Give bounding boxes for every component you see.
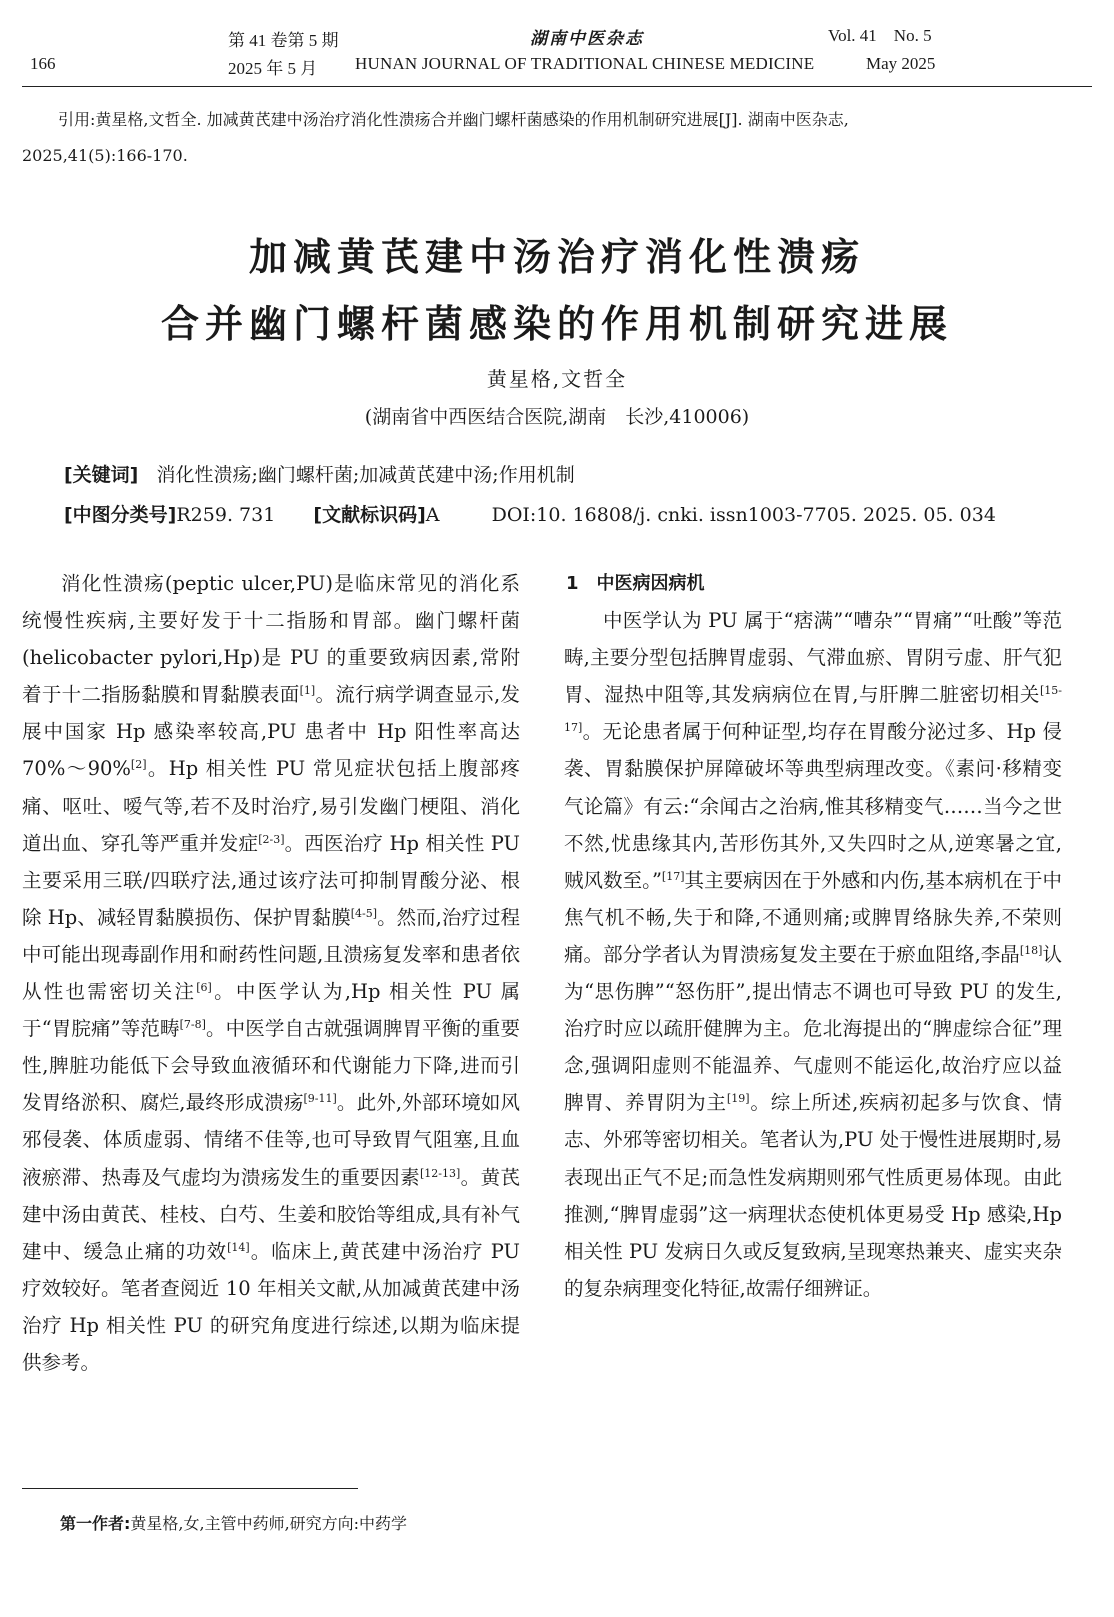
citation-ref[interactable]: [14] [227, 1240, 250, 1254]
citation-ref[interactable]: [17] [661, 869, 685, 883]
citation-ref[interactable]: [7-8] [179, 1018, 206, 1032]
text-run: 。无论患者属于何种证型,均存在胃酸分泌过多、Hp 侵袭、胃黏膜保护屏障破坏等典型病理改变。《素问·移精变气论篇》有云:“余闻古之治病,惟其移精变气……当今之世不然,忧患缘其内,苦形伤其外,又失四时之从,逆寒暑之宜,贼风数至。” [564, 720, 1062, 892]
footnote [60, 1511, 407, 1534]
section-1-paragraph [564, 602, 1062, 1307]
header-rule [22, 86, 1092, 87]
citation-ref[interactable]: [4-5] [350, 906, 378, 920]
right-column [564, 565, 1062, 1307]
text-run: 认为“思伤脾”“怒伤肝”,提出情志不调也可导致 PU 的发生,治疗时应以疏肝健脾为主。危北海提出的“脾虚综合征”理念,强调阳虚则不能温养、气虚则不能运化,故治疗应以益脾胃、养胃阴为主 [564, 942, 1062, 1115]
text-run: 。流行病学调查显示,发展中国家 Hp 感染率较高,PU 患者中 Hp 阳性率高达 70%～90% [22, 683, 520, 781]
keywords-row [64, 460, 575, 487]
volume-issue-cn: 第 41 卷第 5 期 [228, 31, 339, 50]
citation-ref[interactable]: [18] [1019, 943, 1043, 957]
date-cn: 2025 年 5 月 [228, 59, 318, 78]
citation-ref[interactable]: [12-13] [419, 1166, 461, 1180]
affiliation: (湖南省中西医结合医院,湖南 长沙,410006) [364, 406, 750, 428]
citation-ref[interactable]: [15-17] [564, 684, 1062, 735]
doc-code: A [425, 504, 440, 526]
classification-row [64, 500, 996, 527]
authors: 黄星格,文哲全 [486, 367, 628, 391]
citation-line-1: 引用:黄星格,文哲全. 加减黄芪建中汤治疗消化性溃疡合并幽门螺杆菌感染的作用机制研究进展[J]. 湖南中医杂志, [58, 110, 849, 129]
text-run: 其主要病因在于外感和内伤,基本病机在于中焦气机不畅,失于和降,不通则痛;或脾胃络脉失养,不荣则痛。部分学者认为胃溃疡复发主要在于瘀血阻络,李晶 [564, 868, 1062, 966]
citation-ref[interactable]: [19] [726, 1092, 750, 1106]
footnote-rule [22, 1488, 358, 1489]
journal-name-en: HUNAN JOURNAL OF TRADITIONAL CHINESE MEDICINE [355, 54, 815, 73]
text-run: 。然而,治疗过程中可能出现毒副作用和耐药性问题,且溃疡复发率和患者依从性也需密切关注 [22, 905, 521, 1004]
text-run: 中医学认为 PU 属于“痞满”“嘈杂”“胃痛”“吐酸”等范畴,主要分型包括脾胃虚弱、气滞血瘀、胃阴亏虚、肝气犯胃、湿热中阻等,其发病病位在胃,与肝脾二脏密切相关 [564, 609, 1062, 707]
volume-issue-en: Vol. 41 No. 5 [828, 26, 932, 45]
left-column [22, 565, 520, 1381]
text-run: 。中医学认为,Hp 相关性 PU 属于“胃脘痛”等范畴 [22, 980, 520, 1041]
text-run: 。黄芪建中汤由黄芪、桂枝、白芍、生姜和胶饴等组成,具有补气建中、缓急止痛的功效 [22, 1165, 520, 1263]
date-en: May 2025 [866, 54, 936, 73]
citation-ref[interactable]: [2-3] [258, 832, 285, 846]
doc-code-label: [文献标识码] [313, 504, 426, 526]
text-run: 。综上所述,疾病初起多与饮食、情志、外邪等密切相关。笔者认为,PU 处于慢性进展期时,易表现出正气不足;而急性发病期则邪气性质更易体现。由此推测,“脾胃虚弱”这一病理状态使机体更易受 Hp 感染,Hp 相关性 PU 发病日久或反复致病,呈现寒热兼夹、虚实夹杂的复杂病理变化特征,故需仔细辨证。 [564, 1091, 1062, 1300]
citation-ref[interactable]: [9-11] [303, 1092, 337, 1106]
text-run: 。中医学自古就强调脾胃平衡的重要性,脾脏功能低下会导致血液循环和代谢能力下降,进而引发胃络淤积、腐烂,最终形成溃疡 [22, 1017, 520, 1115]
article-title-line-2: 合并幽门螺杆菌感染的作用机制研究进展 [160, 302, 953, 346]
clc-code: R259. 731 [176, 504, 276, 526]
text-run: 。Hp 相关性 PU 常见症状包括上腹部疼痛、呕吐、嗳气等,若不及时治疗,易引发幽门梗阻、消化道出血、穿孔等严重并发症 [22, 757, 521, 855]
keywords: 消化性溃疡;幽门螺杆菌;加减黄芪建中汤;作用机制 [156, 464, 575, 486]
text-run: 。此外,外部环境如风邪侵袭、体质虚弱、情绪不佳等,也可导致胃气阻塞,且血液瘀滞、热毒及气虚均为溃疡发生的重要因素 [22, 1091, 520, 1189]
page-number: 166 [30, 54, 56, 73]
citation-ref[interactable]: [6] [196, 981, 212, 995]
intro-paragraph [22, 565, 520, 1381]
article-title-line-1: 加减黄芪建中汤治疗消化性溃疡 [248, 235, 865, 279]
footnote-text: 黄星格,女,主管中药师,研究方向:中药学 [130, 1514, 408, 1533]
section-heading: 1 中医病因病机 [566, 573, 705, 594]
clc-label: [中图分类号] [64, 504, 177, 526]
text-run: 。临床上,黄芪建中汤治疗 PU 疗效较好。笔者查阅近 10 年相关文献,从加减黄芪建中汤治疗 Hp 相关性 PU 的研究角度进行综述,以期为临床提供参考。 [22, 1239, 520, 1374]
citation-line-2: 2025,41(5):166-170. [22, 146, 188, 165]
doi: DOI:10. 16808/j. cnki. issn1003-7705. 2025. 05. 034 [491, 504, 996, 526]
keywords-label: [关键词] [64, 464, 139, 486]
citation-ref[interactable]: [2] [130, 758, 147, 772]
citation-ref[interactable]: [1] [299, 684, 316, 698]
footnote-label: 第一作者: [60, 1514, 131, 1533]
text-run: 消化性溃疡(peptic ulcer,PU)是临床常见的消化系统慢性疾病,主要好发于十二指肠和胃部。幽门螺杆菌(helicobacter pylori,Hp)是 PU 的重要致病因素,常附着于十二指肠黏膜和胃黏膜表面 [22, 572, 520, 707]
text-run: 。西医治疗 Hp 相关性 PU 主要采用三联/四联疗法,通过该疗法可抑制胃酸分泌、根除 Hp、减轻胃黏膜损伤、保护胃黏膜 [22, 831, 520, 929]
journal-name-cn: 湖南中医杂志 [530, 29, 644, 49]
